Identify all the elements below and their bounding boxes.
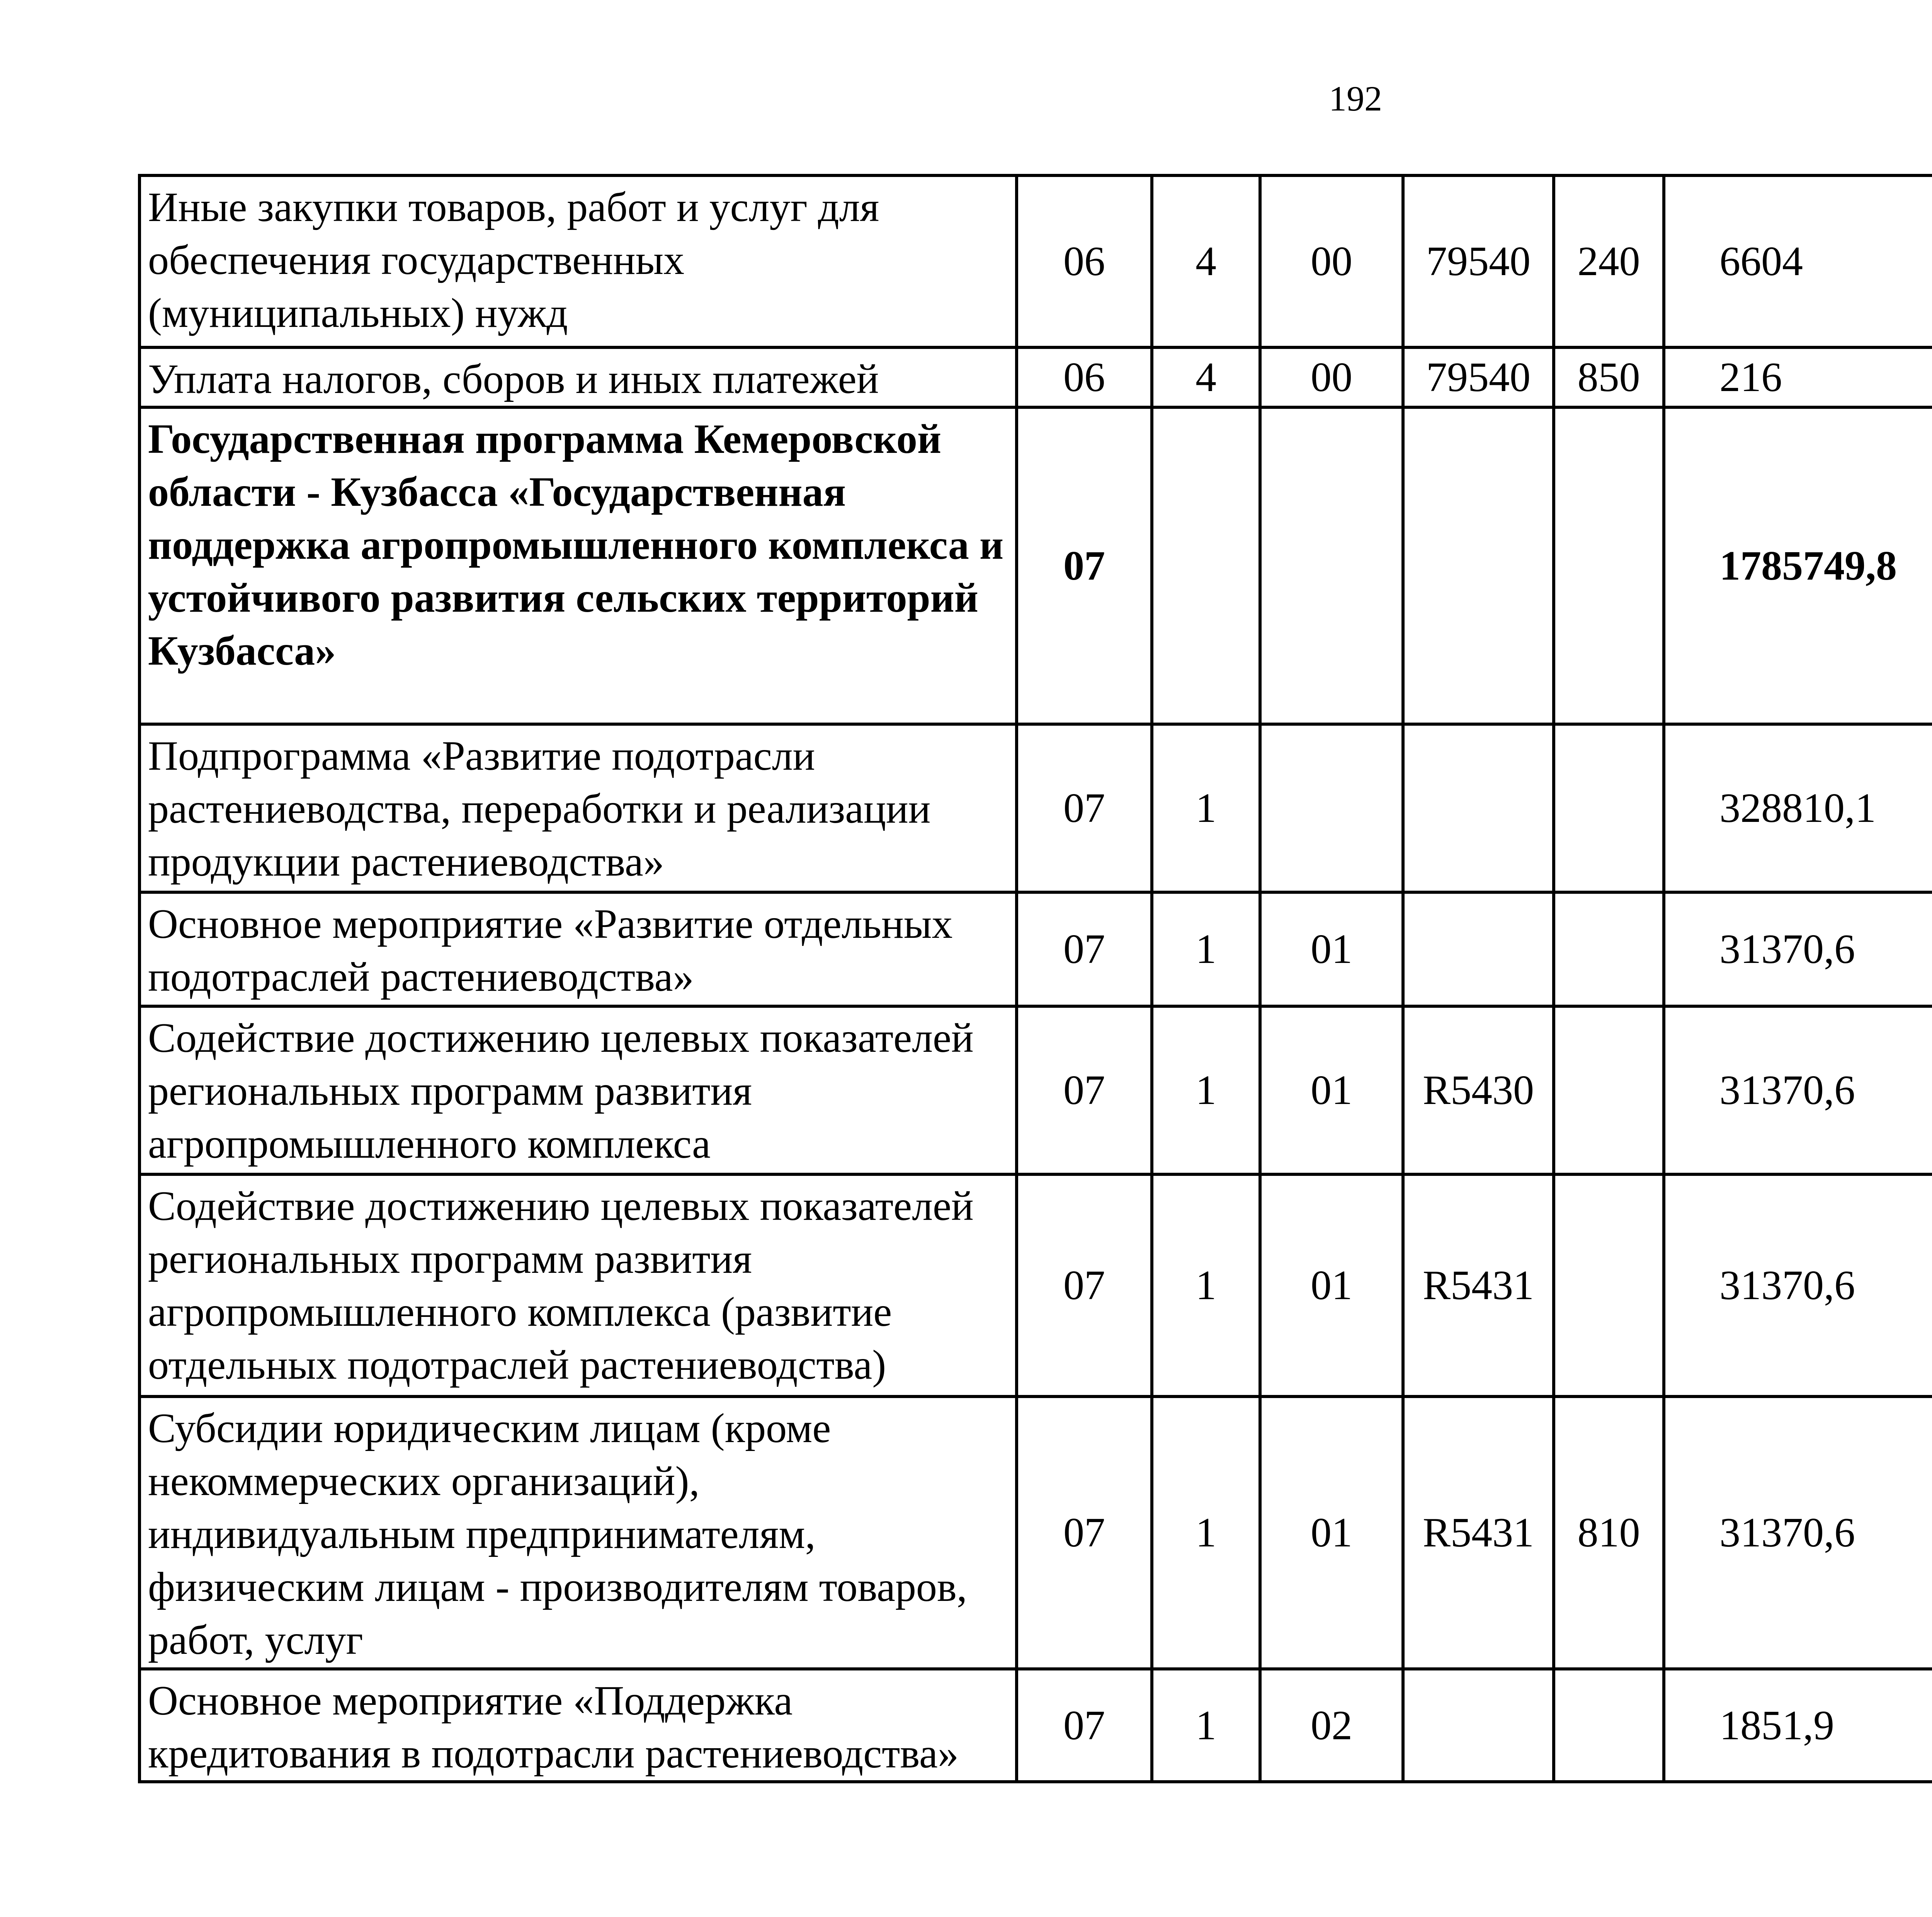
table-row: [139, 892, 1932, 1006]
row-name: Содействие достижению целевых показателей региональных программ развития агропромышленного комплекса (развитие отдельных подотраслей растениеводства): [139, 1174, 1017, 1397]
cell-subprogram: [1260, 724, 1403, 892]
cell-amount-1: 328810,1: [1664, 724, 1932, 892]
cell-expense-type: 240: [1554, 175, 1664, 347]
cell-subprogram: 01: [1260, 892, 1403, 1006]
table-row: [139, 1006, 1932, 1174]
cell-amount-1: 31370,6: [1664, 1174, 1932, 1397]
cell-program: 1: [1152, 1397, 1260, 1669]
cell-expense-type: [1554, 1669, 1664, 1782]
budget-table: [138, 174, 1932, 1783]
cell-section: 07: [1017, 892, 1152, 1006]
row-name: Содействие достижению целевых показателей региональных программ развития агропромышленного комплекса: [139, 1006, 1017, 1174]
table-row: [139, 724, 1932, 892]
table-row: [139, 1397, 1932, 1669]
cell-amount-1: 31370,6: [1664, 1006, 1932, 1174]
cell-amount-1: 31370,6: [1664, 892, 1932, 1006]
cell-expense-type: [1554, 892, 1664, 1006]
cell-subprogram: 01: [1260, 1174, 1403, 1397]
cell-expense-type: [1554, 1006, 1664, 1174]
cell-program: 4: [1152, 347, 1260, 407]
cell-program: [1152, 407, 1260, 724]
row-name: Уплата налогов, сборов и иных платежей: [139, 347, 1017, 407]
table-row: [139, 407, 1932, 724]
cell-amount-1: 31370,6: [1664, 1397, 1932, 1669]
cell-direction: [1403, 407, 1554, 724]
cell-expense-type: [1554, 407, 1664, 724]
cell-program: 1: [1152, 1669, 1260, 1782]
cell-expense-type: 850: [1554, 347, 1664, 407]
table-row: [139, 1669, 1932, 1782]
cell-section: 06: [1017, 347, 1152, 407]
row-name: Подпрограмма «Развитие подотрасли растениеводства, переработки и реализации продукции растениеводства»: [139, 724, 1017, 892]
cell-amount-1: 1785749,8: [1664, 407, 1932, 724]
page-number: 192: [1329, 79, 1382, 118]
cell-direction: [1403, 724, 1554, 892]
cell-program: 4: [1152, 175, 1260, 347]
cell-direction: 79540: [1403, 175, 1554, 347]
cell-section: 07: [1017, 724, 1152, 892]
row-name: Основное мероприятие «Развитие отдельных подотраслей растениеводства»: [139, 892, 1017, 1006]
row-name: Государственная программа Кемеровской области - Кузбасса «Государственная поддержка агропромышленного комплекса и устойчивого развития сельских территорий Кузбасса»: [139, 407, 1017, 724]
cell-program: 1: [1152, 724, 1260, 892]
row-name: Основное мероприятие «Поддержка кредитования в подотрасли растениеводства»: [139, 1669, 1017, 1782]
table-row: [139, 1174, 1932, 1397]
cell-direction: [1403, 1669, 1554, 1782]
cell-direction: [1403, 892, 1554, 1006]
cell-direction: 79540: [1403, 347, 1554, 407]
cell-direction: R5430: [1403, 1006, 1554, 1174]
cell-section: 06: [1017, 175, 1152, 347]
cell-program: 1: [1152, 1006, 1260, 1174]
cell-subprogram: 00: [1260, 175, 1403, 347]
cell-program: 1: [1152, 1174, 1260, 1397]
cell-direction: R5431: [1403, 1174, 1554, 1397]
cell-subprogram: 02: [1260, 1669, 1403, 1782]
cell-subprogram: [1260, 407, 1403, 724]
cell-subprogram: 00: [1260, 347, 1403, 407]
cell-direction: R5431: [1403, 1397, 1554, 1669]
cell-expense-type: 810: [1554, 1397, 1664, 1669]
cell-amount-1: 6604: [1664, 175, 1932, 347]
cell-amount-1: 1851,9: [1664, 1669, 1932, 1782]
cell-program: 1: [1152, 892, 1260, 1006]
cell-section: 07: [1017, 1397, 1152, 1669]
row-name: Субсидии юридическим лицам (кроме некоммерческих организаций), индивидуальным предпринимателям, физическим лицам - производителям товаров, работ, услуг: [139, 1397, 1017, 1669]
table-row: [139, 347, 1932, 407]
cell-section: 07: [1017, 1006, 1152, 1174]
cell-expense-type: [1554, 1174, 1664, 1397]
cell-expense-type: [1554, 724, 1664, 892]
cell-subprogram: 01: [1260, 1397, 1403, 1669]
table-row: [139, 175, 1932, 347]
cell-subprogram: 01: [1260, 1006, 1403, 1174]
cell-section: 07: [1017, 1174, 1152, 1397]
cell-section: 07: [1017, 407, 1152, 724]
cell-section: 07: [1017, 1669, 1152, 1782]
row-name: Иные закупки товаров, работ и услуг для обеспечения государственных (муниципальных) нужд: [139, 175, 1017, 347]
cell-amount-1: 216: [1664, 347, 1932, 407]
